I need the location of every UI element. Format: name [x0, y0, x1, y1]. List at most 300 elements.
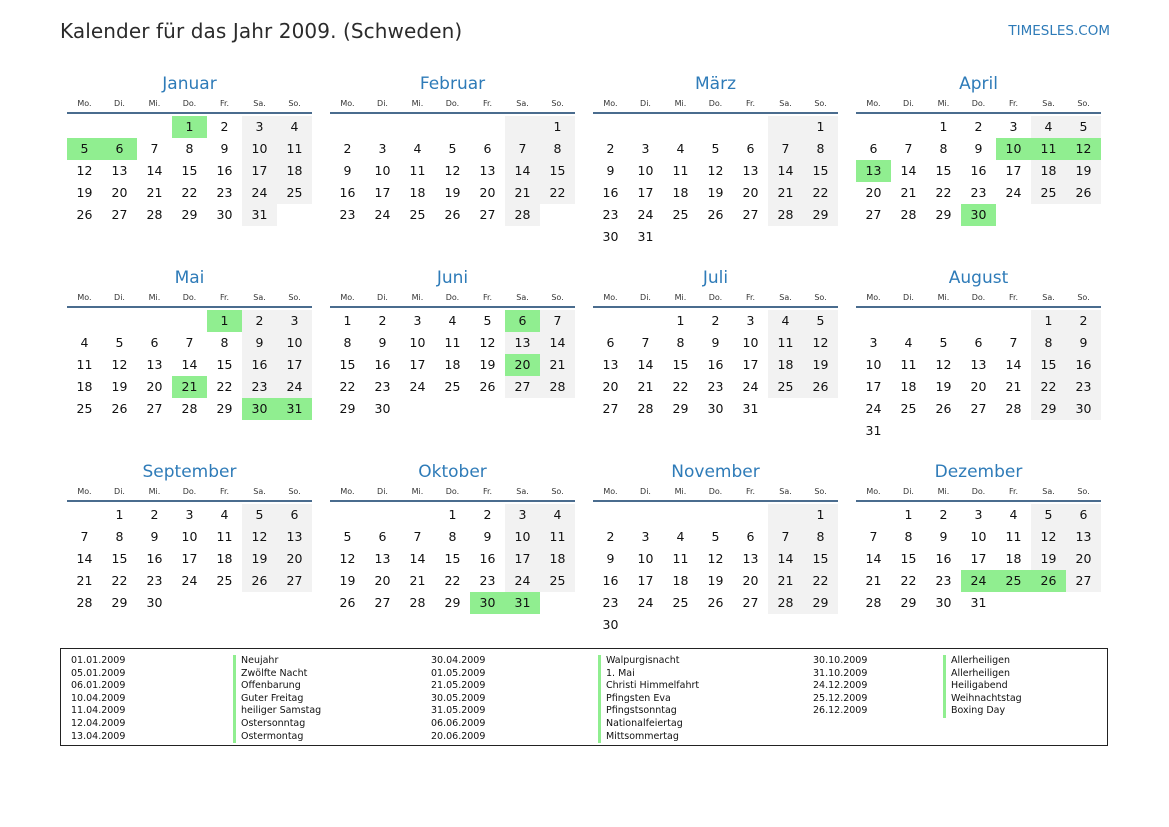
- day-cell: 17: [742, 357, 759, 372]
- day-cell: 18: [409, 185, 426, 200]
- day-cell: 1: [803, 116, 838, 138]
- holiday-dates-col-3: [813, 655, 867, 718]
- day-cell: 2: [220, 119, 229, 134]
- day-cell: 15: [181, 163, 198, 178]
- day-cell: 13: [111, 163, 128, 178]
- weekday-label: Sa.: [1042, 487, 1055, 496]
- month-name: März: [695, 74, 736, 94]
- day-cell: 12: [444, 163, 461, 178]
- day-cell: 28: [865, 595, 882, 610]
- day-cell: 13: [742, 163, 759, 178]
- day-cell: 29: [803, 592, 838, 614]
- day-cell: 6: [505, 310, 540, 332]
- day-grid: [856, 310, 1101, 442]
- weekday-header: [67, 484, 312, 502]
- weekday-label: Fr.: [1008, 293, 1019, 302]
- day-cell: 25: [444, 379, 461, 394]
- day-cell: 15: [672, 357, 689, 372]
- holiday-name: Offenbarung: [233, 680, 321, 693]
- empty-cell: [996, 310, 1031, 332]
- month-11: [856, 460, 1101, 654]
- day-cell: 13: [742, 551, 759, 566]
- day-cell: 20: [742, 185, 759, 200]
- weekday-label: Mo.: [340, 99, 355, 108]
- day-cell: 21: [540, 354, 575, 376]
- day-cell: 28: [409, 595, 426, 610]
- day-cell: 17: [637, 573, 654, 588]
- weekday-label: Fr.: [1008, 99, 1019, 108]
- month-name: Mai: [174, 268, 205, 288]
- day-cell: 6: [378, 529, 387, 544]
- day-cell: 22: [1031, 376, 1066, 398]
- day-cell: 4: [277, 116, 312, 138]
- weekday-label: Do.: [971, 99, 986, 108]
- weekday-label: Sa.: [253, 293, 266, 302]
- day-cell: 29: [803, 204, 838, 226]
- day-cell: 22: [339, 379, 356, 394]
- day-cell: 30: [707, 401, 724, 416]
- day-cell: 23: [339, 207, 356, 222]
- day-cell: 29: [1031, 398, 1066, 420]
- day-cell: 26: [444, 207, 461, 222]
- day-cell: 4: [80, 335, 89, 350]
- day-cell: 6: [746, 529, 755, 544]
- day-cell: 28: [768, 592, 803, 614]
- day-cell: 30: [242, 398, 277, 420]
- day-cell: 23: [970, 185, 987, 200]
- day-cell: 21: [76, 573, 93, 588]
- weekday-label: Fr.: [745, 293, 756, 302]
- day-cell: 31: [970, 595, 987, 610]
- day-cell: 16: [602, 573, 619, 588]
- holiday-date: 05.01.2009: [71, 667, 126, 679]
- day-cell: 22: [935, 185, 952, 200]
- day-cell: 21: [637, 379, 654, 394]
- day-cell: 16: [479, 551, 496, 566]
- weekday-header: [330, 484, 575, 502]
- day-cell: 19: [76, 185, 93, 200]
- empty-cell: [628, 116, 663, 138]
- day-cell: 21: [409, 573, 426, 588]
- day-cell: 20: [111, 185, 128, 200]
- day-cell: 26: [339, 595, 356, 610]
- weekday-label: Mo.: [77, 293, 92, 302]
- day-cell: 15: [803, 160, 838, 182]
- day-cell: 25: [216, 573, 233, 588]
- weekday-label: Mo.: [603, 99, 618, 108]
- weekday-label: Do.: [708, 487, 723, 496]
- day-cell: 14: [146, 163, 163, 178]
- empty-cell: [365, 504, 400, 526]
- weekday-label: Do.: [971, 293, 986, 302]
- day-cell: 28: [768, 204, 803, 226]
- empty-cell: [593, 310, 628, 332]
- day-cell: 9: [242, 332, 277, 354]
- day-cell: 26: [935, 401, 952, 416]
- empty-cell: [330, 116, 365, 138]
- holiday-date: 01.01.2009: [71, 655, 126, 666]
- day-cell: 29: [181, 207, 198, 222]
- day-cell: 7: [540, 310, 575, 332]
- empty-cell: [540, 204, 575, 226]
- day-cell: 5: [711, 141, 720, 156]
- holiday-name: Heiligabend: [943, 680, 1022, 693]
- weekday-label: So.: [814, 487, 827, 496]
- day-cell: 1: [207, 310, 242, 332]
- day-cell: 11: [1031, 138, 1066, 160]
- day-cell: 29: [444, 595, 461, 610]
- day-cell: 26: [803, 376, 838, 398]
- day-cell: 7: [869, 529, 878, 544]
- day-cell: 20: [970, 379, 987, 394]
- weekday-label: Mi.: [148, 99, 161, 108]
- weekday-label: Do.: [971, 487, 986, 496]
- holiday-name: Christi Himmelfahrt: [598, 680, 699, 693]
- day-cell: 30: [146, 595, 163, 610]
- day-cell: 17: [242, 160, 277, 182]
- day-cell: 25: [672, 595, 689, 610]
- day-cell: 8: [115, 529, 124, 544]
- weekday-label: So.: [814, 99, 827, 108]
- day-cell: 28: [505, 204, 540, 226]
- weekday-label: Mi.: [411, 487, 424, 496]
- day-cell: 14: [900, 163, 917, 178]
- day-cell: 3: [641, 141, 650, 156]
- day-cell: 6: [102, 138, 137, 160]
- empty-cell: [400, 398, 435, 420]
- weekday-label: So.: [288, 99, 301, 108]
- weekday-label: Mi.: [674, 99, 687, 108]
- day-cell: 11: [444, 335, 461, 350]
- holiday-date: 30.05.2009: [431, 692, 486, 704]
- day-cell: 25: [768, 376, 803, 398]
- day-cell: 24: [742, 379, 759, 394]
- day-cell: 4: [540, 504, 575, 526]
- day-cell: 8: [448, 529, 457, 544]
- site-link[interactable]: TIMESLES.COM: [1008, 23, 1110, 39]
- day-cell: 17: [505, 548, 540, 570]
- day-cell: 13: [970, 357, 987, 372]
- weekday-label: Mo.: [866, 293, 881, 302]
- day-cell: 9: [343, 163, 352, 178]
- empty-cell: [996, 204, 1031, 226]
- day-cell: 3: [185, 507, 194, 522]
- holiday-name: heiliger Samstag: [233, 705, 321, 718]
- day-cell: 11: [409, 163, 426, 178]
- empty-cell: [435, 398, 470, 420]
- day-cell: 5: [67, 138, 102, 160]
- day-cell: 20: [277, 548, 312, 570]
- day-cell: 6: [974, 335, 983, 350]
- weekday-label: Fr.: [219, 99, 230, 108]
- holiday-date: 30.04.2009: [431, 655, 486, 666]
- day-cell: 10: [637, 551, 654, 566]
- empty-cell: [435, 116, 470, 138]
- weekday-label: So.: [1077, 293, 1090, 302]
- empty-cell: [593, 116, 628, 138]
- weekday-label: Mi.: [411, 99, 424, 108]
- day-cell: 2: [150, 507, 159, 522]
- empty-cell: [1066, 420, 1101, 442]
- empty-cell: [698, 116, 733, 138]
- day-cell: 8: [939, 141, 948, 156]
- empty-cell: [1066, 204, 1101, 226]
- empty-cell: [1066, 592, 1101, 614]
- day-cell: 6: [1066, 504, 1101, 526]
- day-cell: 29: [900, 595, 917, 610]
- holiday-names-col-3: [943, 655, 1022, 718]
- empty-cell: [698, 614, 733, 636]
- weekday-label: Di.: [377, 99, 388, 108]
- day-cell: 10: [242, 138, 277, 160]
- day-cell: 30: [602, 617, 619, 632]
- day-cell: 25: [1031, 182, 1066, 204]
- month-name: Januar: [162, 74, 217, 94]
- day-cell: 29: [339, 401, 356, 416]
- holiday-date: 01.05.2009: [431, 667, 486, 679]
- day-cell: 20: [742, 573, 759, 588]
- weekday-label: So.: [814, 293, 827, 302]
- empty-cell: [768, 226, 803, 248]
- day-cell: 28: [1005, 401, 1022, 416]
- empty-cell: [961, 310, 996, 332]
- day-cell: 24: [1005, 185, 1022, 200]
- day-cell: 15: [803, 548, 838, 570]
- weekday-label: Sa.: [516, 293, 529, 302]
- day-cell: 29: [672, 401, 689, 416]
- empty-cell: [505, 398, 540, 420]
- day-cell: 24: [277, 376, 312, 398]
- day-cell: 8: [540, 138, 575, 160]
- empty-cell: [1031, 420, 1066, 442]
- day-cell: 19: [1031, 548, 1066, 570]
- month-name: September: [142, 462, 237, 482]
- day-cell: 19: [803, 354, 838, 376]
- weekday-label: Mi.: [411, 293, 424, 302]
- day-cell: 18: [444, 357, 461, 372]
- month-name: Februar: [419, 74, 486, 94]
- day-cell: 5: [803, 310, 838, 332]
- day-cell: 3: [1009, 119, 1018, 134]
- day-cell: 30: [374, 401, 391, 416]
- day-cell: 12: [76, 163, 93, 178]
- day-cell: 24: [505, 570, 540, 592]
- weekday-label: Mo.: [866, 99, 881, 108]
- empty-cell: [768, 398, 803, 420]
- day-cell: 23: [479, 573, 496, 588]
- empty-cell: [891, 310, 926, 332]
- day-cell: 29: [216, 401, 233, 416]
- day-cell: 16: [1066, 354, 1101, 376]
- day-cell: 6: [150, 335, 159, 350]
- holiday-date: 20.06.2009: [431, 730, 486, 742]
- empty-cell: [540, 592, 575, 614]
- day-cell: 10: [865, 357, 882, 372]
- holiday-name: Boxing Day: [943, 705, 1022, 718]
- day-cell: 15: [111, 551, 128, 566]
- empty-cell: [470, 116, 505, 138]
- weekday-header: [856, 96, 1101, 114]
- day-cell: 2: [242, 310, 277, 332]
- day-cell: 7: [80, 529, 89, 544]
- month-name: Juni: [436, 268, 469, 288]
- day-cell: 16: [146, 551, 163, 566]
- day-cell: 19: [479, 357, 496, 372]
- empty-cell: [67, 504, 102, 526]
- month-8: [67, 460, 312, 654]
- day-cell: 14: [76, 551, 93, 566]
- holiday-date: 30.10.2009: [813, 655, 868, 666]
- day-cell: 22: [803, 570, 838, 592]
- day-cell: 13: [374, 551, 391, 566]
- day-cell: 17: [374, 185, 391, 200]
- day-cell: 18: [216, 551, 233, 566]
- day-cell: 14: [540, 332, 575, 354]
- holiday-names-col-1: [233, 655, 321, 743]
- holiday-name: Weihnachtstag: [943, 693, 1022, 706]
- day-cell: 27: [970, 401, 987, 416]
- day-cell: 26: [76, 207, 93, 222]
- day-cell: 2: [974, 119, 983, 134]
- day-cell: 22: [540, 182, 575, 204]
- day-cell: 23: [602, 595, 619, 610]
- day-cell: 20: [374, 573, 391, 588]
- day-cell: 15: [339, 357, 356, 372]
- day-cell: 27: [374, 595, 391, 610]
- month-9: [330, 460, 575, 654]
- empty-cell: [400, 116, 435, 138]
- day-cell: 1: [115, 507, 124, 522]
- day-cell: 2: [606, 141, 615, 156]
- day-cell: 17: [181, 551, 198, 566]
- day-cell: 22: [181, 185, 198, 200]
- day-cell: 27: [111, 207, 128, 222]
- empty-cell: [67, 310, 102, 332]
- day-cell: 21: [768, 182, 803, 204]
- weekday-label: Mi.: [148, 293, 161, 302]
- day-cell: 13: [856, 160, 891, 182]
- weekday-label: Fr.: [745, 99, 756, 108]
- holiday-name: Walpurgisnacht: [598, 655, 699, 668]
- day-cell: 12: [111, 357, 128, 372]
- holiday-list: [60, 648, 1108, 746]
- day-cell: 14: [768, 548, 803, 570]
- day-cell: 8: [220, 335, 229, 350]
- day-cell: 12: [1031, 526, 1066, 548]
- day-cell: 8: [343, 335, 352, 350]
- day-cell: 21: [146, 185, 163, 200]
- empty-cell: [803, 614, 838, 636]
- day-cell: 11: [216, 529, 233, 544]
- day-cell: 12: [803, 332, 838, 354]
- weekday-header: [67, 96, 312, 114]
- weekday-label: Sa.: [516, 487, 529, 496]
- weekday-label: Mo.: [866, 487, 881, 496]
- day-cell: 21: [172, 376, 207, 398]
- weekday-label: Fr.: [219, 487, 230, 496]
- day-cell: 22: [444, 573, 461, 588]
- day-cell: 25: [76, 401, 93, 416]
- day-cell: 8: [904, 529, 913, 544]
- day-cell: 14: [181, 357, 198, 372]
- day-cell: 24: [637, 595, 654, 610]
- day-cell: 2: [343, 141, 352, 156]
- month-name: November: [671, 462, 760, 482]
- empty-cell: [330, 504, 365, 526]
- day-cell: 11: [672, 551, 689, 566]
- day-cell: 16: [707, 357, 724, 372]
- month-2: [593, 72, 838, 266]
- day-cell: 8: [803, 526, 838, 548]
- weekday-label: Fr.: [482, 99, 493, 108]
- day-cell: 5: [1031, 504, 1066, 526]
- day-cell: 7: [641, 335, 650, 350]
- day-cell: 5: [483, 313, 492, 328]
- day-cell: 21: [1005, 379, 1022, 394]
- day-cell: 23: [602, 207, 619, 222]
- day-cell: 13: [1066, 526, 1101, 548]
- day-cell: 17: [637, 185, 654, 200]
- day-cell: 19: [339, 573, 356, 588]
- empty-cell: [856, 310, 891, 332]
- day-cell: 28: [76, 595, 93, 610]
- empty-cell: [891, 420, 926, 442]
- weekday-label: Fr.: [482, 487, 493, 496]
- day-cell: 13: [479, 163, 496, 178]
- weekday-label: Mo.: [77, 487, 92, 496]
- weekday-label: So.: [551, 293, 564, 302]
- weekday-label: Do.: [182, 99, 197, 108]
- day-grid: [67, 504, 312, 614]
- weekday-header: [67, 290, 312, 308]
- day-cell: 16: [242, 354, 277, 376]
- day-cell: 14: [1005, 357, 1022, 372]
- day-cell: 20: [479, 185, 496, 200]
- day-cell: 20: [602, 379, 619, 394]
- holiday-date: 13.04.2009: [71, 730, 126, 742]
- day-cell: 4: [448, 313, 457, 328]
- day-cell: 12: [707, 163, 724, 178]
- day-cell: 22: [216, 379, 233, 394]
- day-grid: [330, 310, 575, 420]
- day-cell: 18: [277, 160, 312, 182]
- day-cell: 25: [540, 570, 575, 592]
- day-cell: 7: [505, 138, 540, 160]
- empty-cell: [733, 614, 768, 636]
- day-cell: 19: [444, 185, 461, 200]
- day-cell: 22: [900, 573, 917, 588]
- empty-cell: [470, 398, 505, 420]
- holiday-date: 06.01.2009: [71, 680, 126, 692]
- weekday-label: Sa.: [1042, 293, 1055, 302]
- day-cell: 15: [540, 160, 575, 182]
- day-cell: 12: [1066, 138, 1101, 160]
- day-cell: 18: [1005, 551, 1022, 566]
- day-cell: 1: [172, 116, 207, 138]
- day-cell: 5: [711, 529, 720, 544]
- day-cell: 31: [742, 401, 759, 416]
- empty-cell: [768, 504, 803, 526]
- holiday-date: 25.12.2009: [813, 692, 868, 704]
- weekday-label: Fr.: [219, 293, 230, 302]
- day-cell: 28: [181, 401, 198, 416]
- day-cell: 14: [637, 357, 654, 372]
- weekday-header: [856, 484, 1101, 502]
- weekday-label: So.: [1077, 487, 1090, 496]
- empty-cell: [926, 310, 961, 332]
- month-5: [330, 266, 575, 460]
- empty-cell: [277, 204, 312, 226]
